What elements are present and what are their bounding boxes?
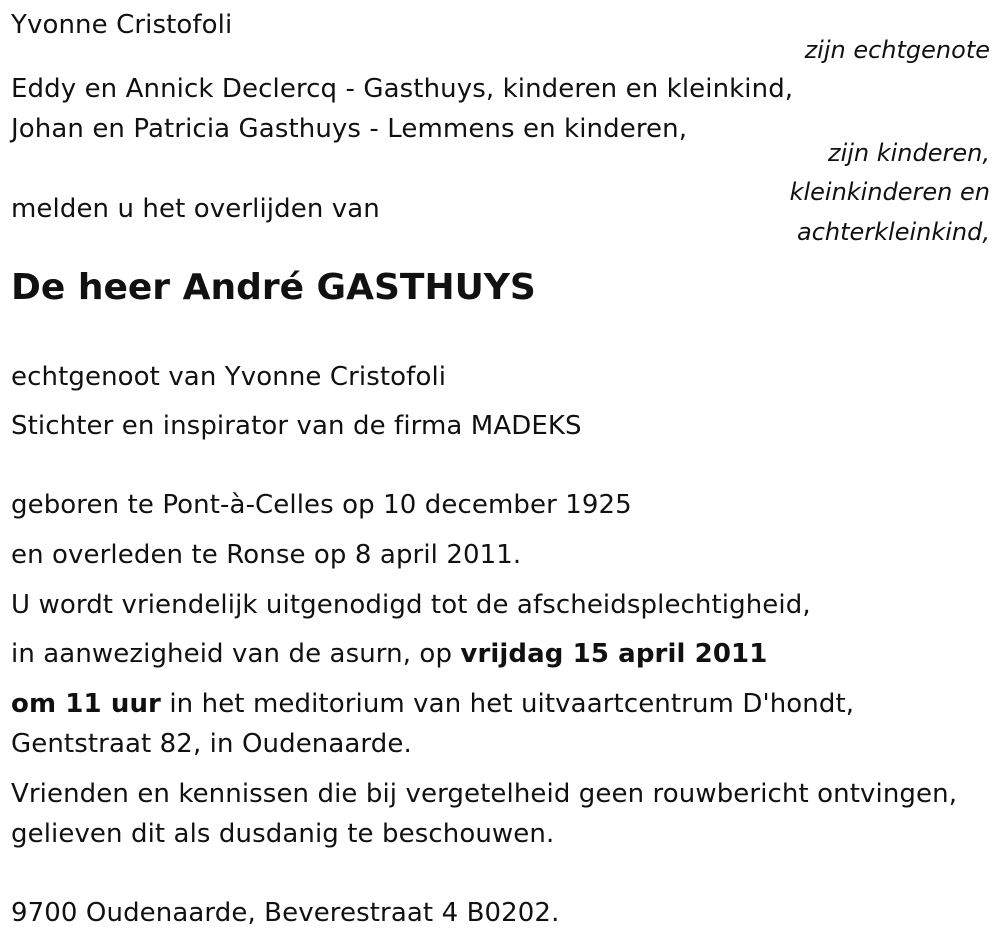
ceremony-time: om 11 uur: [11, 689, 161, 719]
contact-address: 9700 Oudenaarde, Beverestraat 4 B0202.: [11, 898, 560, 928]
spouse-role: zijn echtgenote: [804, 36, 990, 64]
notice-line-2: gelieven dit als dusdanig te beschouwen.: [11, 819, 555, 849]
ceremony-date-line: [11, 638, 767, 670]
announce-text: melden u het overlijden van: [11, 194, 380, 224]
presence-prefix: in aanwezigheid van de asurn, op: [11, 639, 461, 669]
notice-line-1: Vrienden en kennissen die bij vergetelheid geen rouwbericht ontvingen,: [11, 779, 958, 809]
deceased-name: De heer André GASTHUYS: [11, 267, 536, 308]
deceased-founder: Stichter en inspirator van de firma MADEKS: [11, 411, 582, 441]
children-role-1: zijn kinderen,: [827, 139, 990, 167]
venue-address: Gentstraat 82, in Oudenaarde.: [11, 729, 412, 759]
children-role-2: kleinkinderen en: [789, 178, 990, 206]
ceremony-time-line: [11, 688, 854, 720]
spouse-name: Yvonne Cristofoli: [11, 10, 233, 40]
children-line-1: Eddy en Annick Declercq - Gasthuys, kinderen en kleinkind,: [11, 74, 794, 104]
venue-suffix: in het meditorium van het uitvaartcentrum D'hondt,: [160, 689, 855, 719]
birth-line: geboren te Pont-à-Celles op 10 december 1925: [11, 490, 632, 520]
children-line-2: Johan en Patricia Gasthuys - Lemmens en kinderen,: [11, 114, 688, 144]
deceased-spouse-of: echtgenoot van Yvonne Cristofoli: [11, 362, 447, 392]
children-role-3: achterkleinkind,: [796, 218, 990, 246]
death-line: en overleden te Ronse op 8 april 2011.: [11, 540, 522, 570]
invite-line: U wordt vriendelijk uitgenodigd tot de afscheidsplechtigheid,: [11, 590, 811, 620]
ceremony-date: vrijdag 15 april 2011: [460, 639, 768, 669]
